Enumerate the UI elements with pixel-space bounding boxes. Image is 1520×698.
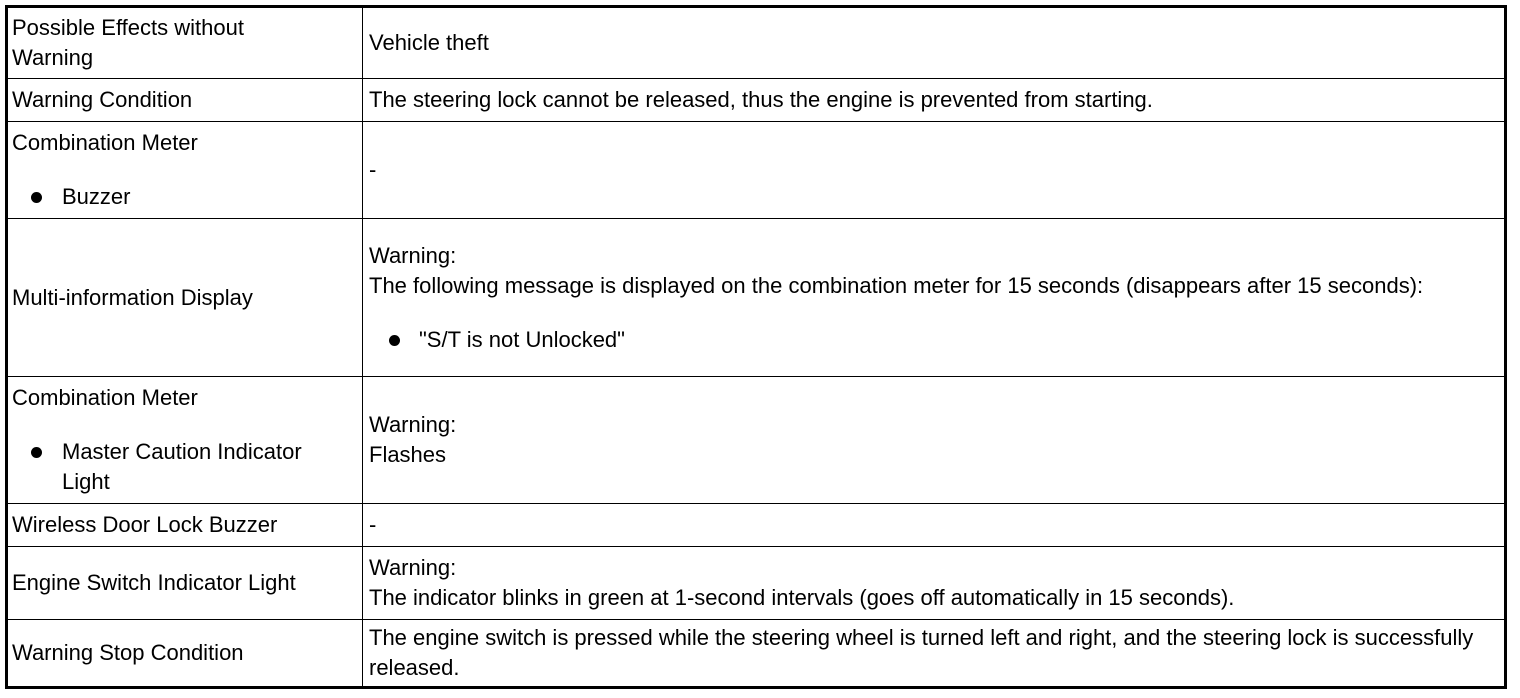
row-value-cell <box>363 122 1504 218</box>
row-label-cell <box>8 547 363 619</box>
row-label: Engine Switch Indicator Light <box>12 570 296 595</box>
row-value-cell <box>363 219 1504 376</box>
table-row <box>8 504 1504 547</box>
row-value-heading: Warning: <box>369 412 457 437</box>
label-bullet-text: Master Caution Indicator Light <box>62 439 302 494</box>
row-label-cell <box>8 504 363 546</box>
row-value-heading: Warning: <box>369 555 457 580</box>
row-value: The following message is displayed on the combination meter for 15 seconds (disappears after 15 seconds): <box>369 272 1424 298</box>
row-label-cell <box>8 79 363 121</box>
row-value-cell <box>363 547 1504 619</box>
table-row <box>8 79 1504 122</box>
row-value-cell <box>363 504 1504 546</box>
row-value: The steering lock cannot be released, thus the engine is prevented from starting. <box>369 87 1153 112</box>
value-bullet-item <box>369 325 1484 355</box>
label-bullet-text: Buzzer <box>62 184 131 209</box>
row-label-cell <box>8 8 363 78</box>
row-value: Vehicle theft <box>369 30 489 55</box>
row-value-cell <box>363 620 1504 686</box>
label-bullet-item <box>12 182 362 212</box>
row-label-cell <box>8 219 363 376</box>
row-label: Warning Condition <box>12 87 193 112</box>
row-label-cell <box>8 620 363 686</box>
value-bullet-text: "S/T is not Unlocked" <box>419 326 625 352</box>
bullet-icon <box>31 447 42 458</box>
warning-table <box>5 5 1507 689</box>
table-row <box>8 122 1504 219</box>
row-value-cell <box>363 377 1504 503</box>
row-label: Warning Stop Condition <box>12 640 244 665</box>
row-value: The engine switch is pressed while the steering wheel is turned left and right, and the steering lock is successfully released. <box>369 625 1474 680</box>
row-label: Combination Meter <box>12 385 198 410</box>
table-row <box>8 547 1504 620</box>
row-value: Flashes <box>369 442 447 467</box>
row-value: - <box>369 157 377 182</box>
row-label: Combination Meter <box>12 130 198 155</box>
row-label: Wireless Door Lock Buzzer <box>12 512 278 537</box>
row-label: Possible Effects without Warning <box>12 15 244 70</box>
table-row <box>8 620 1504 686</box>
row-label-cell <box>8 377 363 503</box>
row-value-cell <box>363 8 1504 78</box>
table-row <box>8 377 1504 504</box>
row-value: The indicator blinks in green at 1-second intervals (goes off automatically in 15 seconds). <box>369 585 1235 610</box>
row-label-cell <box>8 122 363 218</box>
row-value-cell <box>363 79 1504 121</box>
row-value: - <box>369 512 377 537</box>
row-label: Multi-information Display <box>12 284 253 310</box>
bullet-icon <box>389 335 400 346</box>
table-row <box>8 219 1504 377</box>
label-bullet-item <box>12 437 362 497</box>
table-row <box>8 8 1504 79</box>
bullet-icon <box>31 192 42 203</box>
row-value-heading: Warning: <box>369 242 457 268</box>
